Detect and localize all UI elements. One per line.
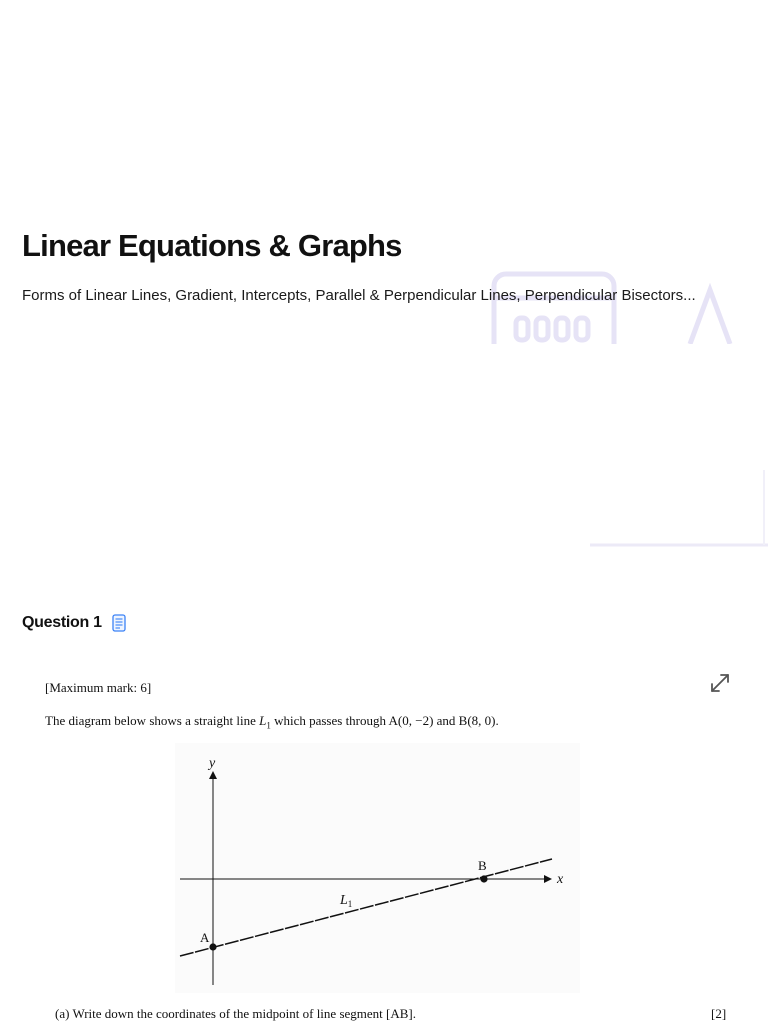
diagram-svg xyxy=(175,743,580,993)
point-a xyxy=(209,943,216,950)
point-b-label: B xyxy=(478,858,487,873)
page-title: Linear Equations & Graphs xyxy=(22,228,402,263)
page-subtitle: Forms of Linear Lines, Gradient, Intercepts, Parallel & Perpendicular Lines, Perpendicular Bisectors... xyxy=(22,287,696,304)
point-a-label: A xyxy=(200,930,210,945)
question-part-a: (a) Write down the coordinates of the midpoint of line segment [AB]. xyxy=(55,1006,416,1021)
line-diagram xyxy=(175,743,580,993)
question-label: Question 1 xyxy=(22,614,102,631)
question-intro xyxy=(45,713,499,731)
background-illustration xyxy=(480,260,768,560)
line-name: L xyxy=(259,713,267,728)
question-header xyxy=(22,614,126,632)
point-b xyxy=(480,875,487,882)
expand-icon[interactable] xyxy=(708,671,732,695)
line-l1-label xyxy=(339,893,352,909)
y-axis-label: y xyxy=(209,756,216,771)
x-axis-label: x xyxy=(557,872,564,887)
notes-icon[interactable] xyxy=(112,614,126,632)
maximum-mark: [Maximum mark: 6] xyxy=(45,680,152,695)
intro-text-after: which passes through A(0, −2) and B(8, 0). xyxy=(270,713,499,728)
line-subscript: 1 xyxy=(266,720,271,731)
line-l1-label-sub: 1 xyxy=(347,899,353,909)
question-part-a-marks: [2] xyxy=(711,1006,727,1021)
line-l1-label-main: L xyxy=(340,893,348,908)
line-l1 xyxy=(180,859,552,956)
calculator-illustration-icon xyxy=(480,260,768,560)
intro-text-before: The diagram below shows a straight line xyxy=(45,713,260,728)
